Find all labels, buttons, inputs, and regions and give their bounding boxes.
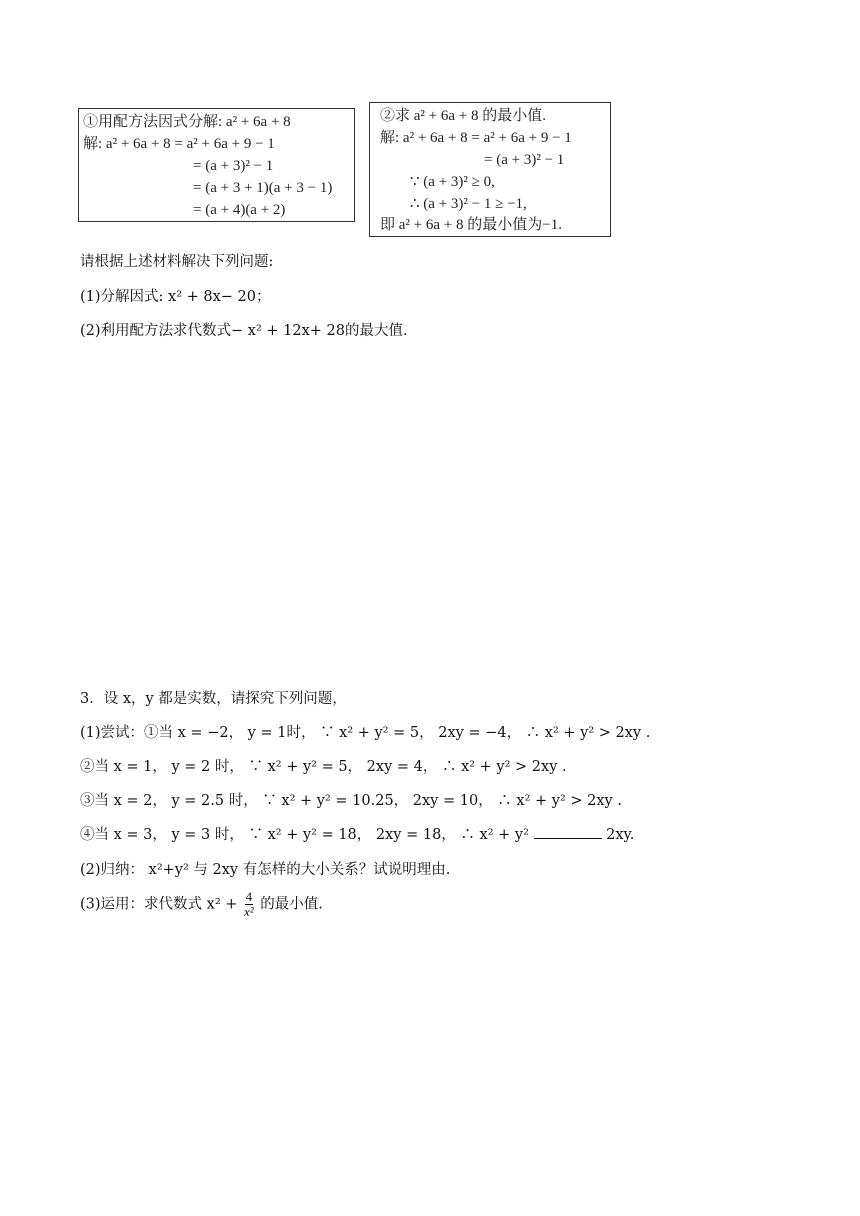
problem-3-part-3	[80, 890, 323, 919]
problem-3-part-2: (2)归纳： x²+y² 与 2xy 有怎样的大小关系？试说明理由.	[80, 862, 451, 878]
box2-line-2: 解: a² + 6a + 8 = a² + 6a + 9 − 1	[380, 130, 572, 146]
part-3-text: (3)运用：求代数式 x² +	[80, 896, 238, 913]
box2-line-3: = (a + 3)² − 1	[484, 152, 565, 168]
box1-line-1: ①用配方法因式分解: a² + 6a + 8	[83, 114, 291, 130]
question-2: (2)利用配方法求代数式− x² + 12x+ 28的最大值.	[80, 323, 408, 339]
box1-line-3: = (a + 3)² − 1	[193, 158, 274, 174]
example-box-factorization	[78, 108, 355, 222]
box2-line-1: ②求 a² + 6a + 8 的最小值.	[380, 108, 546, 124]
box1-line-2: 解: a² + 6a + 8 = a² + 6a + 9 − 1	[83, 136, 275, 152]
case-4-end: 2xy.	[606, 827, 635, 843]
case-4-text: ④当 x = 3， y = 3 时， ∵ x² + y² = 18， 2xy = 18， ∴ x² + y²	[80, 827, 529, 843]
instruction-text: 请根据上述材料解决下列问题:	[80, 254, 274, 270]
problem-3-case-2: ②当 x = 1， y = 2 时， ∵ x² + y² = 5， 2xy = 4， ∴ x² + y² > 2xy .	[80, 759, 567, 775]
answer-blank[interactable]	[534, 824, 602, 839]
question-1: (1)分解因式: x² + 8x− 20；	[80, 289, 271, 305]
fraction-denominator: x²	[244, 904, 254, 919]
example-box-minimum	[369, 102, 611, 237]
box2-line-5: ∴ (a + 3)² − 1 ≥ −1,	[410, 196, 527, 212]
problem-3-case-4	[80, 823, 634, 844]
problem-3-case-3: ③当 x = 2， y = 2.5 时， ∵ x² + y² = 10.25， 2xy = 10， ∴ x² + y² > 2xy .	[80, 793, 622, 809]
part-3-end: 的最小值.	[260, 896, 323, 913]
fraction	[244, 890, 254, 919]
box2-line-6: 即 a² + 6a + 8 的最小值为−1.	[380, 217, 562, 233]
box1-line-4: = (a + 3 + 1)(a + 3 − 1)	[193, 180, 333, 196]
problem-3-title: 3．设 x，y 都是实数，请探究下列问题，	[80, 691, 347, 707]
problem-3-part-1: (1)尝试：①当 x = −2， y = 1时， ∵ x² + y² = 5， 2xy = −4， ∴ x² + y² > 2xy .	[80, 725, 651, 741]
box1-line-5: = (a + 4)(a + 2)	[193, 202, 286, 218]
fraction-numerator: 4	[245, 889, 253, 904]
box2-line-4: ∵ (a + 3)² ≥ 0,	[410, 174, 495, 190]
